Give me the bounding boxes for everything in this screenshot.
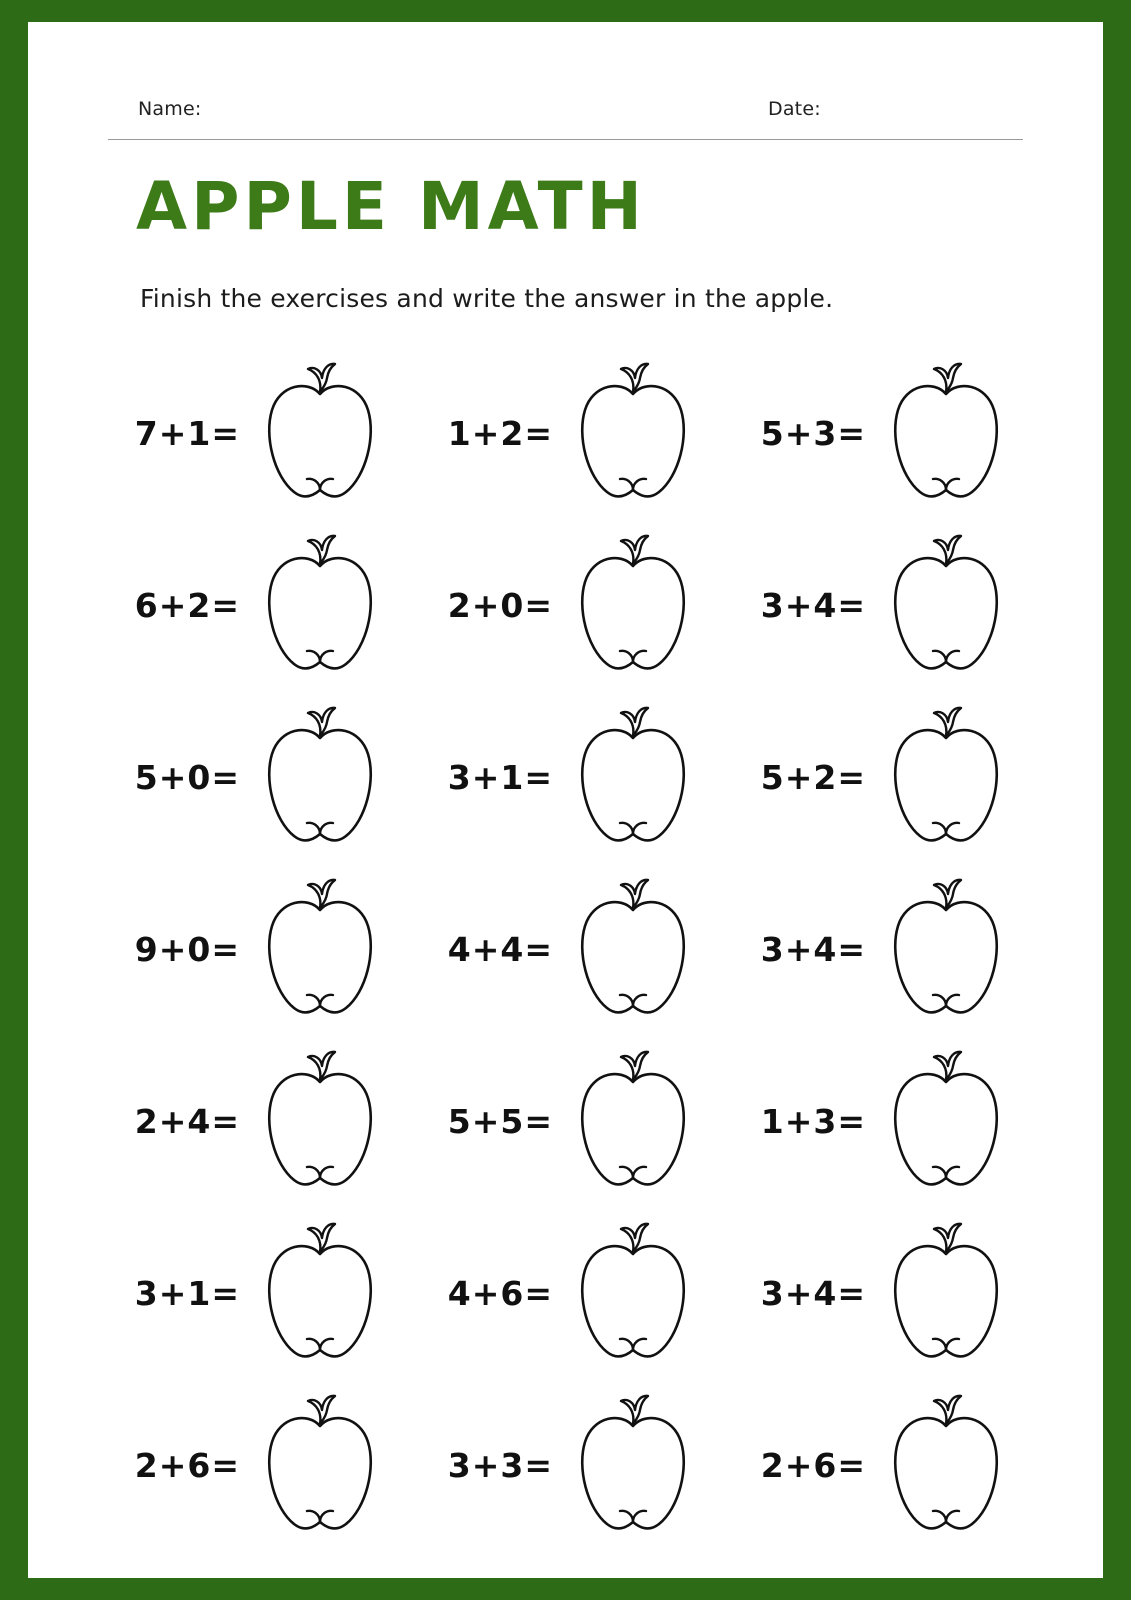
apple-icon — [250, 1218, 390, 1368]
apple-answer-box[interactable] — [876, 702, 1016, 852]
apple-answer-box[interactable] — [563, 530, 703, 680]
apple-answer-box[interactable] — [563, 1390, 703, 1540]
problem-item — [421, 691, 734, 863]
apple-icon — [250, 874, 390, 1024]
apple-icon — [876, 702, 1016, 852]
apple-icon — [876, 1390, 1016, 1540]
problem-item — [108, 519, 421, 691]
apple-answer-box[interactable] — [250, 530, 390, 680]
apple-answer-box[interactable] — [250, 874, 390, 1024]
problem-expression: 5+2= — [760, 757, 866, 797]
apple-icon — [563, 1390, 703, 1540]
apple-answer-box[interactable] — [250, 1390, 390, 1540]
apple-icon — [250, 358, 390, 508]
apple-icon — [563, 358, 703, 508]
problem-item — [734, 347, 1047, 519]
worksheet-page — [28, 22, 1103, 1578]
problem-expression: 2+6= — [134, 1445, 240, 1485]
problem-expression: 4+6= — [447, 1273, 553, 1313]
apple-answer-box[interactable] — [876, 1390, 1016, 1540]
problem-expression: 3+4= — [760, 929, 866, 969]
problem-item — [108, 691, 421, 863]
apple-answer-box[interactable] — [250, 1218, 390, 1368]
apple-icon — [563, 530, 703, 680]
apple-icon — [876, 1218, 1016, 1368]
apple-answer-box[interactable] — [876, 358, 1016, 508]
apple-answer-box[interactable] — [876, 530, 1016, 680]
problem-expression: 3+4= — [760, 585, 866, 625]
problem-item — [421, 1035, 734, 1207]
problem-item — [734, 1207, 1047, 1379]
problem-expression: 1+2= — [447, 413, 553, 453]
problem-item — [108, 1379, 421, 1551]
apple-icon — [876, 1046, 1016, 1196]
name-label: Name: — [138, 98, 202, 120]
apple-icon — [250, 702, 390, 852]
problem-item — [108, 1035, 421, 1207]
problem-expression: 2+4= — [134, 1101, 240, 1141]
problem-expression: 5+0= — [134, 757, 240, 797]
problem-expression: 3+1= — [134, 1273, 240, 1313]
apple-icon — [250, 1390, 390, 1540]
apple-answer-box[interactable] — [876, 1218, 1016, 1368]
problem-expression: 5+5= — [447, 1101, 553, 1141]
apple-answer-box[interactable] — [876, 874, 1016, 1024]
problem-expression: 4+4= — [447, 929, 553, 969]
apple-icon — [876, 530, 1016, 680]
problem-expression: 7+1= — [134, 413, 240, 453]
apple-answer-box[interactable] — [250, 702, 390, 852]
page-subtitle: Finish the exercises and write the answer in the apple. — [140, 284, 834, 313]
problem-expression: 3+1= — [447, 757, 553, 797]
problem-grid — [108, 347, 1048, 1551]
problem-item — [421, 519, 734, 691]
apple-answer-box[interactable] — [250, 1046, 390, 1196]
problem-expression: 3+4= — [760, 1273, 866, 1313]
problem-expression: 6+2= — [134, 585, 240, 625]
problem-item — [108, 863, 421, 1035]
apple-answer-box[interactable] — [563, 874, 703, 1024]
problem-item — [421, 1379, 734, 1551]
apple-answer-box[interactable] — [563, 702, 703, 852]
apple-icon — [250, 1046, 390, 1196]
problem-expression: 2+0= — [447, 585, 553, 625]
page-title: APPLE MATH — [136, 168, 646, 245]
apple-icon — [250, 530, 390, 680]
problem-item — [734, 691, 1047, 863]
problem-expression: 2+6= — [760, 1445, 866, 1485]
student-info-row — [108, 92, 1023, 140]
apple-answer-box[interactable] — [876, 1046, 1016, 1196]
problem-expression: 1+3= — [760, 1101, 866, 1141]
apple-icon — [563, 874, 703, 1024]
problem-item — [734, 519, 1047, 691]
problem-item — [108, 1207, 421, 1379]
apple-icon — [876, 358, 1016, 508]
apple-icon — [563, 702, 703, 852]
problem-item — [734, 1035, 1047, 1207]
problem-item — [421, 863, 734, 1035]
apple-icon — [876, 874, 1016, 1024]
apple-answer-box[interactable] — [250, 358, 390, 508]
apple-icon — [563, 1218, 703, 1368]
problem-item — [108, 347, 421, 519]
apple-answer-box[interactable] — [563, 1218, 703, 1368]
apple-icon — [563, 1046, 703, 1196]
problem-expression: 3+3= — [447, 1445, 553, 1485]
apple-answer-box[interactable] — [563, 358, 703, 508]
problem-expression: 9+0= — [134, 929, 240, 969]
problem-expression: 5+3= — [760, 413, 866, 453]
problem-item — [734, 1379, 1047, 1551]
apple-answer-box[interactable] — [563, 1046, 703, 1196]
problem-item — [734, 863, 1047, 1035]
date-label: Date: — [768, 98, 821, 120]
problem-item — [421, 347, 734, 519]
problem-item — [421, 1207, 734, 1379]
